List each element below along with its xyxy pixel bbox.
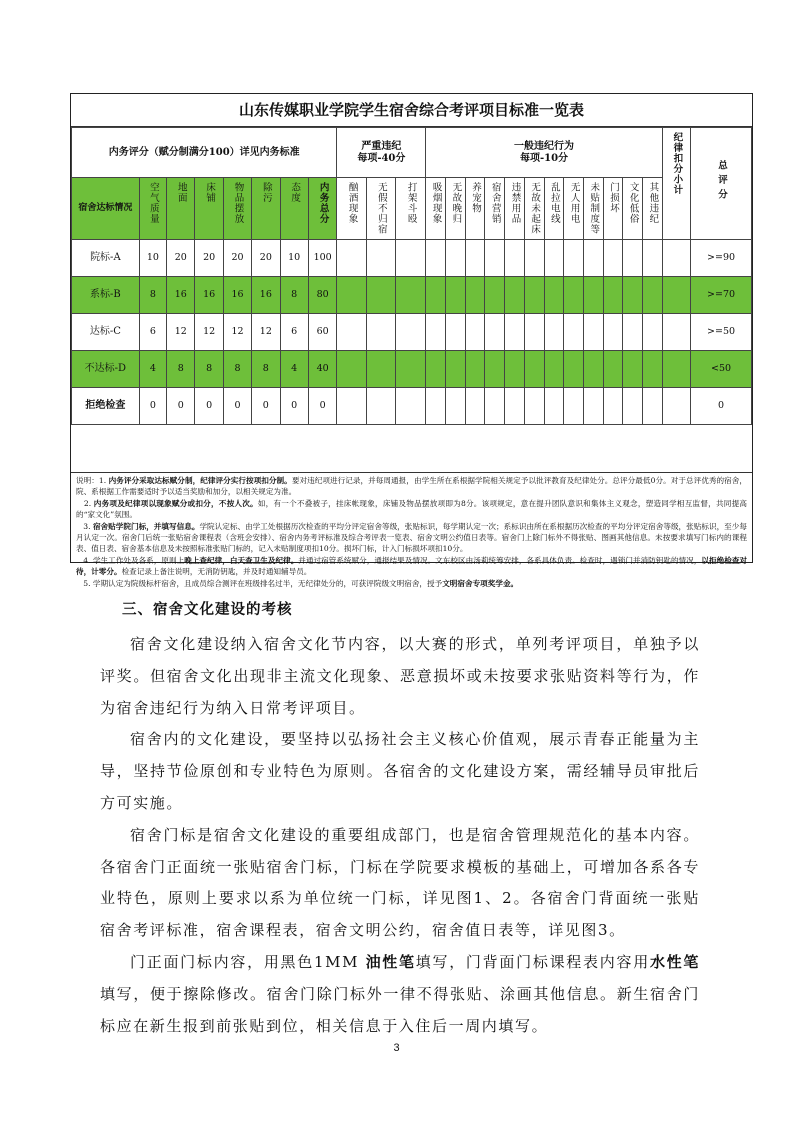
note-text: 说明：1. <box>76 476 109 485</box>
score-cell: 8 <box>195 350 223 387</box>
column-header <box>280 178 308 240</box>
total-cell: 0 <box>691 387 752 424</box>
score-cell: 12 <box>167 313 195 350</box>
column-header-label: 地面 <box>175 182 187 203</box>
empty-cell <box>583 313 603 350</box>
score-cell: 80 <box>308 276 337 313</box>
score-cell: 16 <box>223 276 251 313</box>
table-notes <box>71 472 752 588</box>
score-cell: 8 <box>167 350 195 387</box>
column-header-label: 酗酒现象 <box>346 182 358 224</box>
note-emphasis: 以拒绝检查对待，计零分。 <box>76 555 747 577</box>
score-cell: 4 <box>280 350 308 387</box>
total-cell: >=70 <box>691 276 752 313</box>
empty-cell <box>564 239 584 276</box>
table-row <box>72 313 752 350</box>
column-header-label: 未贴制度等 <box>588 182 600 235</box>
empty-cell <box>662 239 690 276</box>
column-header-label: 无人用电 <box>568 182 580 224</box>
empty-cell <box>564 276 584 313</box>
empty-cell <box>583 350 603 387</box>
column-header <box>308 178 337 240</box>
paragraph-text: 填写，门背面门标课程表内容用 <box>415 952 650 971</box>
column-header <box>446 178 466 240</box>
row-label: 不达标-D <box>72 350 140 387</box>
paragraph-4 <box>100 947 700 1042</box>
note-5 <box>76 578 747 589</box>
row-label: 拒绝检查 <box>72 387 140 424</box>
score-cell: 16 <box>167 276 195 313</box>
column-header <box>426 178 446 240</box>
header-general-label: 一般违纪行为 <box>514 140 575 152</box>
empty-cell <box>446 387 466 424</box>
note-text: 并通过宿管系统赋分，通报结果及情况。文东校区由汤莉统筹安排，各系具体负责。检查时，遇锁门并消防钥匙的情况， <box>298 555 702 565</box>
score-cell: 8 <box>280 276 308 313</box>
header-general <box>426 128 662 178</box>
note-emphasis: 宿舍贴学院门标，并填写信息。 <box>92 521 200 531</box>
empty-cell <box>426 239 446 276</box>
empty-cell <box>662 313 690 350</box>
total-score-label: 总评分 <box>716 159 728 203</box>
paragraph-text: 门正面门标内容，用黑色1MM <box>130 952 366 971</box>
note-text: 5. 学期认定为院级标杆宿舍，且成员综合测评在班级排名过半，无纪律处分的，可获评院级文明宿舍，授予 <box>83 578 443 588</box>
paragraph-emphasis: 油性笔 <box>365 952 416 971</box>
empty-cell <box>366 239 395 276</box>
empty-cell <box>603 313 623 350</box>
row-label: 系标-B <box>72 276 140 313</box>
score-cell: 16 <box>195 276 223 313</box>
empty-cell <box>643 313 663 350</box>
empty-cell <box>524 387 544 424</box>
paragraph-1: 宿舍文化建设纳入宿舍文化节内容，以大赛的形式，单列考评项目，单独予以评奖。但宿舍文化出现非主流文化现象、恶意损坏或未按要求张贴资料等行为，作为宿舍违纪行为纳入日常考评项目。 <box>100 635 700 717</box>
column-header <box>505 178 525 240</box>
empty-cell <box>446 239 466 276</box>
score-cell: 10 <box>139 239 166 276</box>
column-header <box>524 178 544 240</box>
empty-cell <box>426 276 446 313</box>
note-text: 如，有一个不叠被子，挂床帐现象，床铺及物品摆放项即为8分。该项规定，意在提升团队意识和集体主义观念，塑造同学相互监督，共同提高的“家文化”氛围。 <box>76 498 747 520</box>
score-cell: 4 <box>139 350 166 387</box>
score-cell: 20 <box>223 239 251 276</box>
column-header-label: 床铺 <box>204 182 216 203</box>
score-cell: 100 <box>308 239 337 276</box>
empty-cell <box>524 239 544 276</box>
column-header-label: 乱拉电线 <box>548 182 560 224</box>
empty-cell <box>505 387 525 424</box>
empty-cell <box>603 276 623 313</box>
empty-cell <box>337 276 366 313</box>
score-cell: 8 <box>252 350 280 387</box>
column-header <box>366 178 395 240</box>
empty-cell <box>643 239 663 276</box>
score-cell: 60 <box>308 313 337 350</box>
empty-cell <box>623 387 643 424</box>
empty-cell <box>446 350 466 387</box>
score-cell: 0 <box>223 387 251 424</box>
score-cell: 6 <box>280 313 308 350</box>
empty-cell <box>465 350 485 387</box>
note-1 <box>76 475 747 498</box>
paragraph-emphasis: 水性笔 <box>649 952 700 971</box>
empty-cell <box>485 313 505 350</box>
table-row <box>72 350 752 387</box>
empty-cell <box>583 387 603 424</box>
header-total-score <box>691 128 752 240</box>
column-header <box>167 178 195 240</box>
header-status: 宿舍达标情况 <box>72 178 140 240</box>
empty-cell <box>564 350 584 387</box>
empty-cell <box>366 387 395 424</box>
score-cell: 0 <box>195 387 223 424</box>
column-header-label: 其他违纪 <box>647 182 659 224</box>
column-header <box>465 178 485 240</box>
empty-cell <box>396 313 426 350</box>
empty-cell <box>544 276 564 313</box>
score-cell: 0 <box>308 387 337 424</box>
column-header <box>544 178 564 240</box>
header-serious-sub: 每项-40分 <box>357 152 406 164</box>
empty-cell <box>544 350 564 387</box>
empty-cell <box>485 276 505 313</box>
paragraph-text: 填写，便于擦除修改。宿舍门除门标外一律不得张贴、涂画其他信息。新生宿舍门标应在新生报到前张贴到位，相关信息于入住后一周内填写。 <box>100 984 700 1035</box>
empty-cell <box>603 350 623 387</box>
row-label: 院标-A <box>72 239 140 276</box>
empty-cell <box>583 239 603 276</box>
empty-cell <box>366 350 395 387</box>
table-title: 山东传媒职业学院学生宿舍综合考评项目标准一览表 <box>71 94 752 127</box>
empty-cell <box>465 239 485 276</box>
empty-cell <box>366 276 395 313</box>
score-cell: 16 <box>252 276 280 313</box>
empty-cell <box>426 313 446 350</box>
empty-cell <box>623 350 643 387</box>
column-header <box>337 178 366 240</box>
column-header-label: 无假不归宿 <box>375 182 387 235</box>
column-header <box>623 178 643 240</box>
empty-cell <box>623 276 643 313</box>
header-neiwu: 内务评分（赋分制满分100）详见内务标准 <box>72 128 337 178</box>
column-header <box>485 178 505 240</box>
row-label: 达标-C <box>72 313 140 350</box>
column-header-label: 打架斗殴 <box>405 182 417 224</box>
empty-cell <box>446 313 466 350</box>
empty-cell <box>465 276 485 313</box>
empty-cell <box>337 239 366 276</box>
empty-cell <box>337 350 366 387</box>
table-row <box>72 276 752 313</box>
empty-cell <box>603 387 623 424</box>
column-header <box>643 178 663 240</box>
empty-cell <box>505 239 525 276</box>
empty-cell <box>583 276 603 313</box>
column-header-label: 空气质量 <box>147 182 159 224</box>
empty-cell <box>643 387 663 424</box>
empty-cell <box>465 387 485 424</box>
empty-cell <box>544 387 564 424</box>
empty-cell <box>662 350 690 387</box>
empty-cell <box>505 276 525 313</box>
score-cell: 0 <box>280 387 308 424</box>
score-cell: 20 <box>167 239 195 276</box>
note-emphasis: 晚上查纪律，白天查卫生及纪律。 <box>184 555 299 565</box>
paragraph-3: 宿舍门标是宿舍文化建设的重要组成部门，也是宿舍管理规范化的基本内容。各宿舍门正面统一张贴宿舍门标，门标在学院要求模板的基础上，可增加各系各专业特色，原则上要求以系为单位统一门标，详见图1、2。各宿舍门背面统一张贴宿舍考评标准，宿舍课程表，宿舍文明公约，宿舍值日表等，详见图3。 <box>100 825 700 940</box>
empty-cell <box>603 239 623 276</box>
total-cell: <50 <box>691 350 752 387</box>
empty-cell <box>337 313 366 350</box>
empty-cell <box>426 350 446 387</box>
column-header-label: 宿舍营销 <box>489 182 501 224</box>
empty-cell <box>524 276 544 313</box>
empty-cell <box>446 276 466 313</box>
total-cell: >=90 <box>691 239 752 276</box>
empty-cell <box>485 350 505 387</box>
note-text: 要对违纪项进行记录，并每周通报，由学生所在系根据学院相关规定予以批评教育及纪律处分。总评分最低0分。对于总评优秀的宿舍，院、系根据工作需要适时予以适当奖励和加分，以相关规定为准。 <box>76 476 747 497</box>
column-header-label: 内务总分 <box>317 182 329 224</box>
standards-table <box>70 93 753 588</box>
paragraph-2: 宿舍内的文化建设，要坚持以弘扬社会主义核心价值观，展示青春正能量为主导，坚持节俭原创和专业特色为原则。各宿舍的文化建设方案，需经辅导员审批后方可实施。 <box>100 730 700 812</box>
note-text: 检查记录上备注说明，无消防钥匙，并及时通知辅导员。 <box>121 567 312 577</box>
empty-cell <box>426 387 446 424</box>
culture-section <box>100 598 700 1042</box>
score-cell: 12 <box>252 313 280 350</box>
header-general-sub: 每项-10分 <box>519 152 569 164</box>
note-3 <box>76 521 747 555</box>
column-header-label: 门损坏 <box>607 182 619 214</box>
empty-cell <box>544 313 564 350</box>
empty-cell <box>623 239 643 276</box>
total-cell: >=50 <box>691 313 752 350</box>
column-header <box>195 178 223 240</box>
column-header <box>564 178 584 240</box>
score-cell: 10 <box>280 239 308 276</box>
score-cell: 40 <box>308 350 337 387</box>
score-cell: 8 <box>223 350 251 387</box>
score-cell: 0 <box>167 387 195 424</box>
section-heading: 三、宿舍文化建设的考核 <box>122 601 293 618</box>
empty-cell <box>485 239 505 276</box>
column-header <box>139 178 166 240</box>
header-serious-label: 严重违纪 <box>361 140 402 152</box>
score-cell: 0 <box>252 387 280 424</box>
page-number: 3 <box>393 1042 400 1054</box>
table-row <box>72 387 752 424</box>
score-cell: 8 <box>139 276 166 313</box>
empty-cell <box>485 387 505 424</box>
empty-cell <box>662 387 690 424</box>
table-row <box>72 239 752 276</box>
standards-grid <box>71 127 752 425</box>
empty-cell <box>396 276 426 313</box>
column-header <box>223 178 251 240</box>
column-header <box>583 178 603 240</box>
column-header <box>396 178 426 240</box>
empty-cell <box>544 239 564 276</box>
score-cell: 12 <box>195 313 223 350</box>
column-header-label: 态度 <box>289 182 301 203</box>
empty-cell <box>337 387 366 424</box>
empty-cell <box>662 276 690 313</box>
column-header-label: 无故晚归 <box>450 182 462 224</box>
note-2 <box>76 498 747 521</box>
empty-cell <box>366 313 395 350</box>
empty-cell <box>643 350 663 387</box>
empty-cell <box>505 350 525 387</box>
score-cell: 20 <box>252 239 280 276</box>
note-4 <box>76 555 747 578</box>
column-header-label: 无故未起床 <box>529 182 541 235</box>
empty-cell <box>524 350 544 387</box>
empty-cell <box>465 313 485 350</box>
column-header-label: 吸烟现象 <box>430 182 442 224</box>
empty-cell <box>643 276 663 313</box>
note-emphasis: 内务评分采取达标赋分制，纪律评分实行按项扣分制。 <box>108 476 292 485</box>
note-text: 学院认定标、由学工处根据历次检查的平均分评定宿舍等级，张贴标识，每学期认定一次；系标识由所在系根据历次检查的平均分评定宿舍等级，张贴标识，至少每月认定一次。宿舍门后统一张贴宿舍课程表（含班会安排）、宿舍内务考评标准及综合考评表一览表、宿舍文明公约值日表等。宿舍门上除门标外不得张贴、图画其他信息。未按要求填写门标内的课程表、值日表、宿舍基本信息及未按照标准张贴门标的，记入未贴制度项扣10分。损坏门标，计入门标损坏项扣10分。 <box>76 521 747 554</box>
header-serious <box>337 128 426 178</box>
column-header-label: 物品摆放 <box>232 182 244 224</box>
empty-cell <box>396 350 426 387</box>
column-header <box>252 178 280 240</box>
note-emphasis: 内务项及纪律项以现象赋分或扣分，不按人次。 <box>93 498 258 508</box>
column-header-label: 除污 <box>260 182 272 203</box>
empty-cell <box>623 313 643 350</box>
empty-cell <box>505 313 525 350</box>
column-header-label: 违禁用品 <box>509 182 521 224</box>
score-cell: 20 <box>195 239 223 276</box>
empty-cell <box>564 313 584 350</box>
note-text: 3. <box>83 521 93 531</box>
header-discipline-subtotal <box>662 128 690 240</box>
empty-cell <box>396 239 426 276</box>
column-header <box>603 178 623 240</box>
column-header-label: 文化低俗 <box>627 182 639 224</box>
score-cell: 0 <box>139 387 166 424</box>
column-header-label: 养宠物 <box>470 182 482 214</box>
empty-cell <box>524 313 544 350</box>
note-text: 4. 学生工作处及各系，原则上 <box>83 555 185 565</box>
note-text: 2. <box>83 498 94 508</box>
note-emphasis: 文明宿舍专项奖学金。 <box>442 578 519 588</box>
score-cell: 12 <box>223 313 251 350</box>
empty-cell <box>396 387 426 424</box>
empty-cell <box>564 387 584 424</box>
score-cell: 6 <box>139 313 166 350</box>
discipline-subtotal-label: 纪律扣分小计 <box>671 132 683 195</box>
